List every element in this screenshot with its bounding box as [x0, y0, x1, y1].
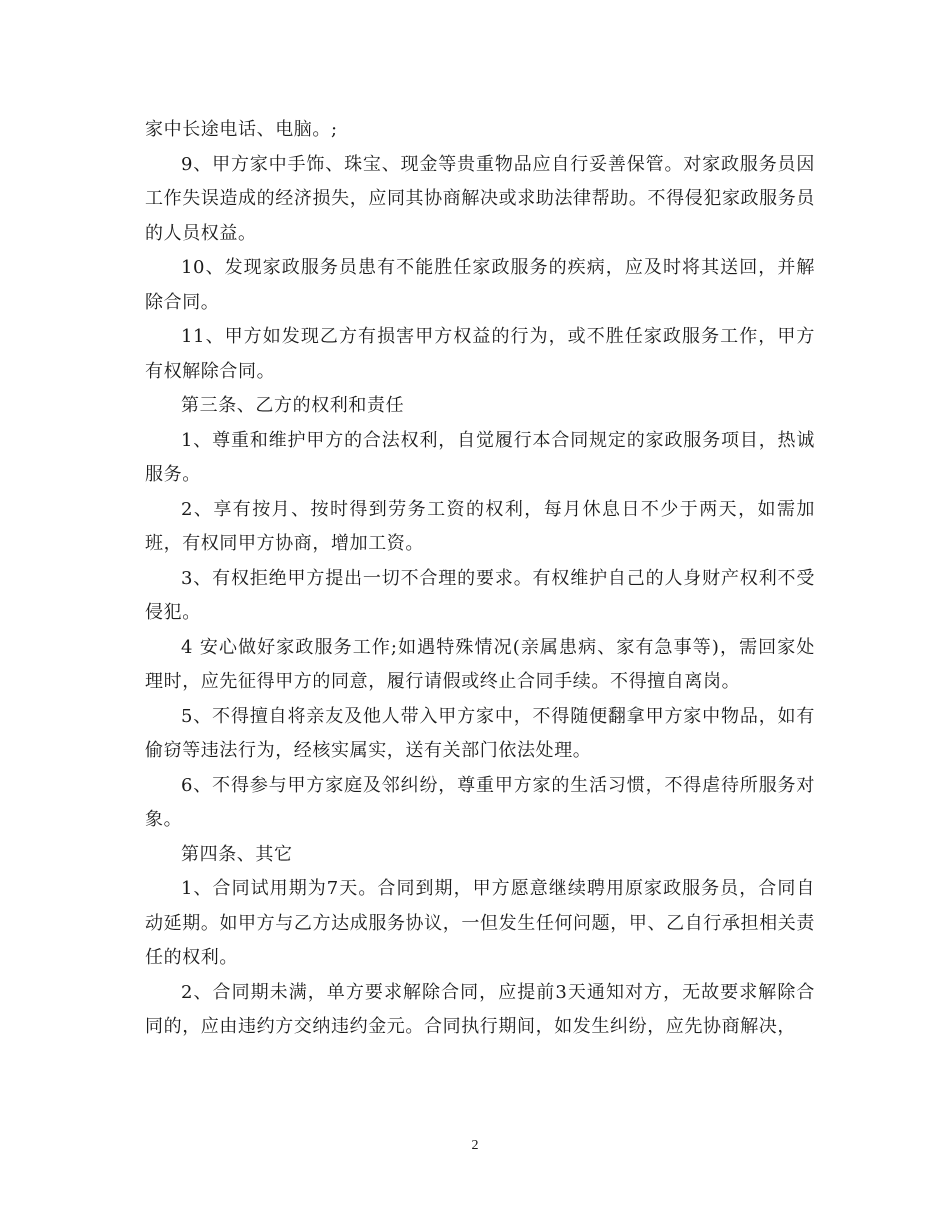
page-number: 2: [471, 1138, 479, 1153]
paragraph-10: 6、不得参与甲方家庭及邻纠纷，尊重甲方家的生活习惯，不得虐待所服务对象。: [145, 774, 815, 830]
paragraph-1: 9、甲方家中手饰、珠宝、现金等贵重物品应自行妥善保管。对家政服务员因工作失误造成的经济损失，应同其协商解决或求助法律帮助。不得侵犯家政服务员的人员权益。: [145, 153, 815, 244]
paragraph-7: 3、有权拒绝甲方提出一切不合理的要求。有权维护自己的人身财产权利不受侵犯。: [145, 567, 815, 623]
paragraph-6: 2、享有按月、按时得到劳务工资的权利，每月休息日不少于两天，如需加班，有权同甲方协商，增加工资。: [145, 498, 815, 554]
document-body: [145, 113, 815, 1045]
section-heading-article-3: 第三条、乙方的权利和责任: [181, 395, 405, 416]
paragraph-5: 1、尊重和维护甲方的合法权利，自觉履行本合同规定的家政服务项目，热诚服务。: [145, 429, 815, 485]
paragraph-0: 家中长途电话、电脑。;: [145, 119, 338, 140]
paragraph-3: 11、甲方如发现乙方有损害甲方权益的行为，或不胜任家政服务工作，甲方有权解除合同。: [145, 326, 815, 382]
paragraph-9: 5、不得擅自将亲友及他人带入甲方家中，不得随便翻拿甲方家中物品，如有偷窃等违法行为，经核实属实，送有关部门依法处理。: [145, 705, 815, 761]
paragraph-8: 4 安心做好家政服务工作;如遇特殊情况(亲属患病、家有急事等)，需回家处理时，应先征得甲方的同意，履行请假或终止合同手续。不得擅自离岗。: [145, 636, 815, 692]
paragraph-2: 10、发现家政服务员患有不能胜任家政服务的疾病，应及时将其送回，并解除合同。: [145, 257, 815, 313]
section-heading-article-4: 第四条、其它: [181, 843, 293, 865]
paragraph-12: 1、合同试用期为7天。合同到期，甲方愿意继续聘用原家政服务员，合同自动延期。如甲方与乙方达成服务协议，一但发生任何问题，甲、乙自行承担相关责任的权利。: [145, 878, 815, 968]
paragraph-13: 2、合同期未满，单方要求解除合同，应提前3天通知对方，无故要求解除合同的，应由违约方交纳违约金元。合同执行期间，如发生纠纷，应先协商解决，: [145, 981, 815, 1037]
